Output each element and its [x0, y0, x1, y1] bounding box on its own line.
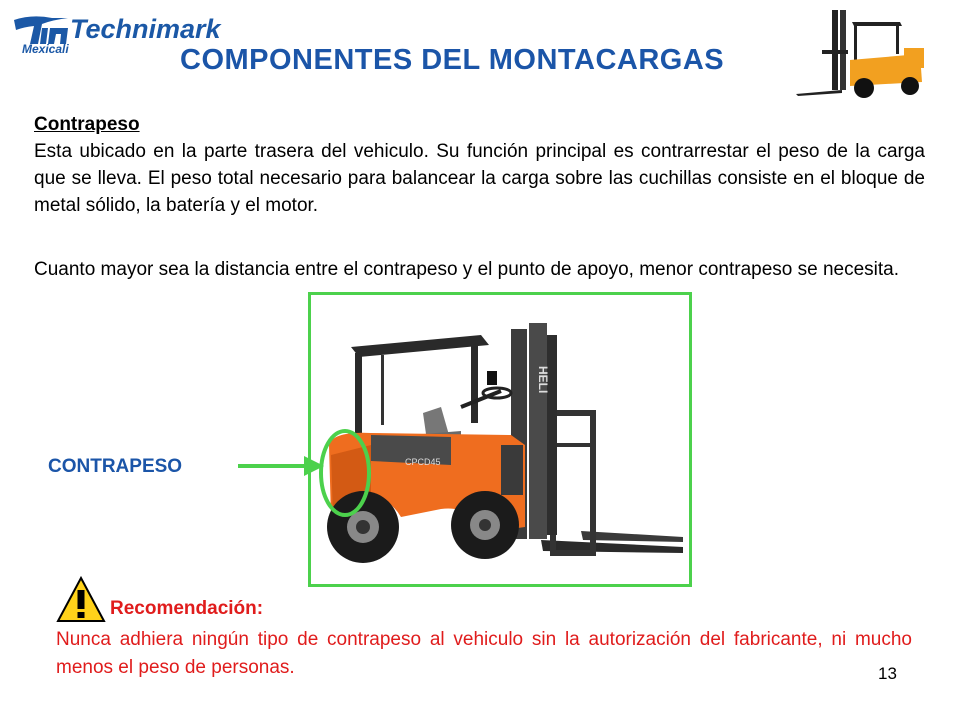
- forklift-photo-frame: [308, 292, 692, 587]
- section-heading: Contrapeso: [34, 114, 140, 135]
- mast-brand-text: HELI: [536, 366, 550, 394]
- forklift-image: [311, 295, 689, 584]
- logo-sub-text: Mexicali: [22, 42, 69, 56]
- description-paragraph: Esta ubicado en la parte trasera del vehiculo. Su función principal es contrarrestar el peso de la carga que se lleva. El peso total necesario para balancear la carga sobre las cuchillas consiste en el bloque de metal sólido, la batería y el motor.: [34, 141, 925, 216]
- logo-brand-text: Technimark: [70, 14, 221, 44]
- distance-paragraph: Cuanto mayor sea la distancia entre el contrapeso y el punto de apoyo, menor contrapeso se necesita.: [34, 259, 900, 280]
- page-number: 13: [878, 664, 897, 683]
- warning-icon: [56, 576, 106, 624]
- page-title: COMPONENTES DEL MONTACARGAS: [180, 44, 725, 76]
- counterweight-callout-label: CONTRAPESO: [48, 456, 183, 477]
- callout-arrow-icon: [238, 450, 358, 480]
- recommendation-heading: Recomendación:: [110, 598, 264, 619]
- recommendation-text: Nunca adhiera ningún tipo de contrapeso al vehiculo sin la autorización del fabricante, ni mucho menos el peso de personas.: [56, 629, 912, 678]
- forklift-thumbnail-image: [792, 4, 952, 104]
- model-badge-text: CPCD45: [405, 457, 441, 467]
